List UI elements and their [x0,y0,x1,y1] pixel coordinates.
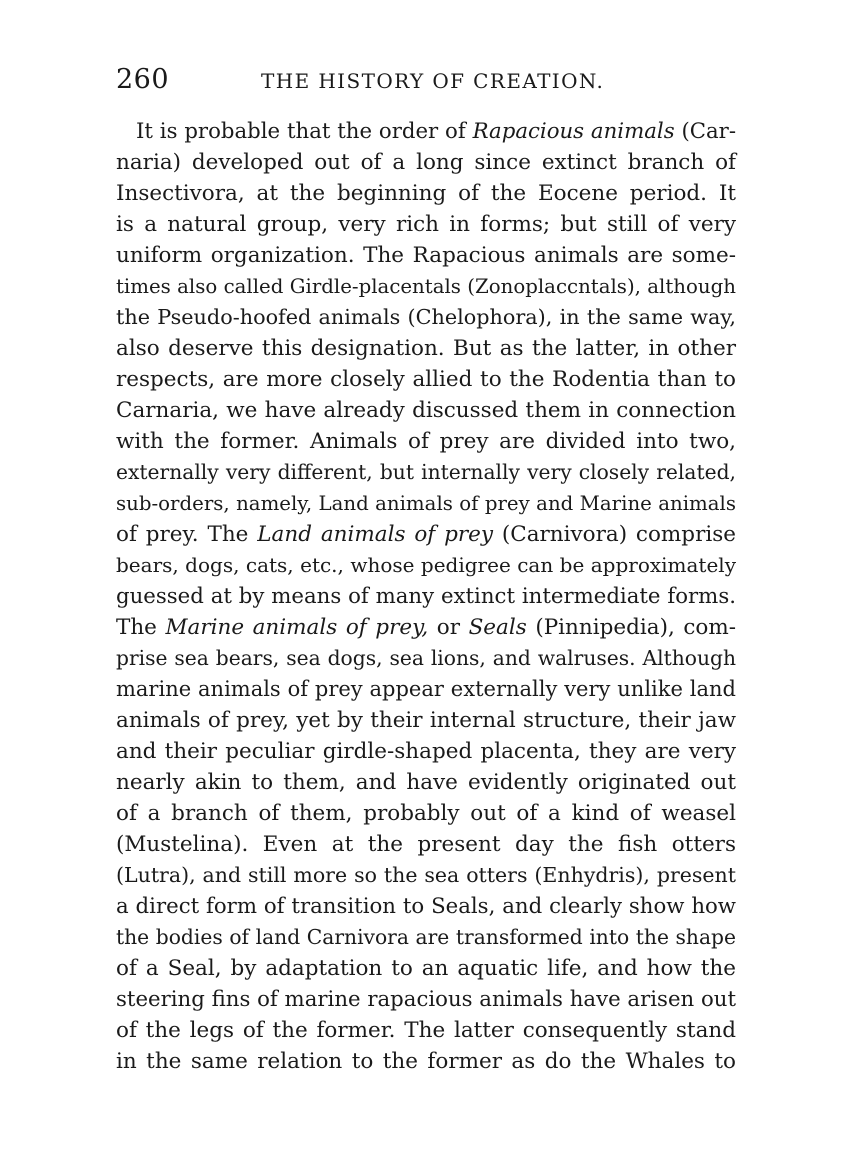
text-run: the bodies of land Carnivora are transformed into the shape [116,925,736,949]
text-line [116,1046,736,1077]
text-line [116,643,736,674]
text-line [116,519,736,550]
text-run: prise sea bears, sea dogs, sea lions, and walruses. Although [116,646,736,670]
text-line [116,767,736,798]
text-run: or [428,615,469,640]
text-line [116,364,736,395]
text-run: marine animals of prey appear externally very unlike land [116,677,736,701]
text-run: bears, dogs, cats, etc., whose pedigree can be approximately [116,553,736,577]
text-run: in the same relation to the former as do the Whales to [116,1049,736,1074]
text-run: and their peculiar girdle-shaped placenta, they are very [116,739,736,764]
text-line [116,271,736,302]
text-run: (Pinnipedia), com- [526,615,736,640]
text-line [116,147,736,178]
text-line [116,829,736,860]
text-line [116,488,736,519]
text-line [116,953,736,984]
text-run: (Carnivora) comprise [493,522,736,547]
text-line [116,612,736,643]
text-run: naria) developed out of a long since extinct branch of [116,150,736,175]
text-line [116,798,736,829]
text-line [116,674,736,705]
italic-term: Land animals of prey [257,522,493,547]
text-line [116,860,736,891]
text-run: externally very different, but internally very closely related, [116,460,736,484]
text-line [116,1015,736,1046]
text-line [116,705,736,736]
text-run: (Car- [674,119,736,144]
text-run: of prey. The [116,522,258,547]
running-title: THE HISTORY OF CREATION. [261,69,605,93]
text-run: Insectivora, at the beginning of the Eocene period. It [116,181,736,206]
text-run: of the legs of the former. The latter consequently stand [116,1018,736,1043]
text-line [116,891,736,922]
text-line [116,116,736,147]
text-run: the Pseudo-hoofed animals (Chelophora), in the same way, [116,305,736,329]
text-run: Carnaria, we have already discussed them in connection [116,398,736,423]
text-run: respects, are more closely allied to the Rodentia than to [116,367,736,392]
text-line [116,984,736,1015]
text-run: is a natural group, very rich in forms; but still of very [116,212,736,237]
text-run: (Lutra), and still more so the sea otters (Enhydris), present [116,863,736,887]
text-run: The [116,615,166,640]
body-text [116,116,736,1077]
text-line [116,736,736,767]
text-line [116,302,736,333]
text-line [116,581,736,612]
text-line [116,457,736,488]
text-line [116,395,736,426]
text-run: uniform organization. The Rapacious animals are some- [116,243,736,268]
text-run: a direct form of transition to Seals, and clearly show how [116,894,736,919]
text-run: It is probable that the order of [136,119,473,144]
text-run: animals of prey, yet by their internal structure, their jaw [116,708,736,733]
text-line [116,209,736,240]
text-run: guessed at by means of many extinct intermediate forms. [116,584,736,609]
text-run: (Mustelina). Even at the present day the fish otters [116,832,736,857]
text-run: of a branch of them, probably out of a kind of weasel [116,801,736,826]
page-header [116,62,736,98]
text-run: times also called Girdle-placentals (Zonoplaccntals), although [116,275,736,298]
text-run: steering fins of marine rapacious animals have arisen out [116,987,736,1012]
text-line [116,178,736,209]
page-number: 260 [116,64,170,95]
text-line [116,333,736,364]
italic-term: Seals [468,615,527,640]
text-run: nearly akin to them, and have evidently originated out [116,770,736,795]
text-run: of a Seal, by adaptation to an aquatic life, and how the [116,956,736,981]
text-run: sub-orders, namely, Land animals of prey and Marine animals [116,492,736,515]
text-line [116,550,736,581]
text-line [116,426,736,457]
text-line [116,240,736,271]
text-run: with the former. Animals of prey are divided into two, [116,429,736,454]
text-line [116,922,736,953]
text-run: also deserve this designation. But as the latter, in other [116,336,736,361]
italic-term: Rapacious animals [472,119,675,144]
italic-term: Marine animals of prey, [165,615,429,640]
